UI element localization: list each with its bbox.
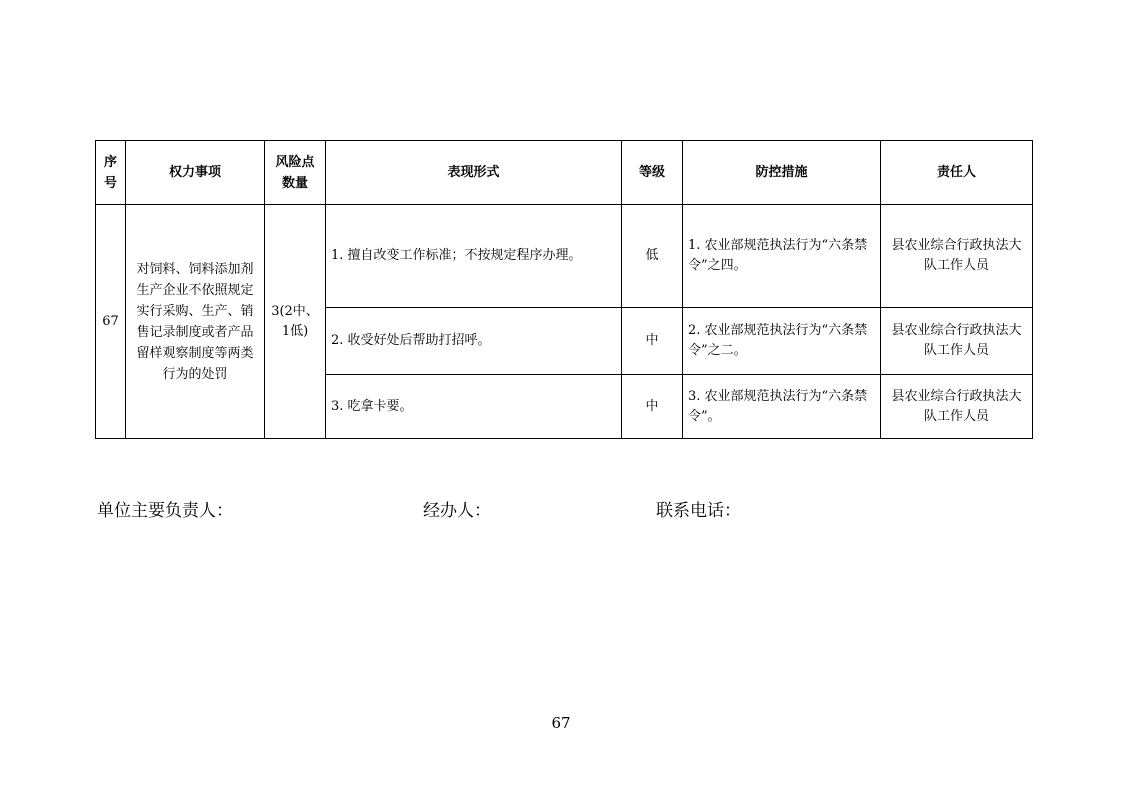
page-number: 67 bbox=[551, 714, 571, 732]
cell-owner: 县农业综合行政执法大队工作人员 bbox=[881, 375, 1033, 439]
cell-form: 1. 擅自改变工作标准；不按规定程序办理。 bbox=[326, 205, 622, 308]
table-header-row bbox=[96, 141, 1033, 205]
header-measure: 防控措施 bbox=[683, 141, 881, 205]
table-row bbox=[96, 205, 1033, 308]
handler-label: 经办人： bbox=[423, 501, 491, 521]
cell-measure: 3. 农业部规范执法行为“六条禁令”。 bbox=[683, 375, 881, 439]
header-owner: 责任人 bbox=[881, 141, 1033, 205]
cell-seq: 67 bbox=[96, 205, 126, 439]
cell-level: 中 bbox=[622, 375, 683, 439]
risk-table bbox=[95, 140, 1033, 439]
header-level: 等级 bbox=[622, 141, 683, 205]
cell-owner: 县农业综合行政执法大队工作人员 bbox=[881, 205, 1033, 308]
cell-measure: 1. 农业部规范执法行为“六条禁令”之四。 bbox=[683, 205, 881, 308]
header-risk-count: 风险点 数量 bbox=[265, 141, 326, 205]
cell-power-item: 对饲料、饲料添加剂生产企业不依照规定实行采购、生产、销售记录制度或者产品留样观察制度等两类行为的处罚 bbox=[126, 205, 265, 439]
header-form: 表现形式 bbox=[326, 141, 622, 205]
cell-form: 2. 收受好处后帮助打招呼。 bbox=[326, 308, 622, 375]
cell-measure: 2. 农业部规范执法行为“六条禁令”之二。 bbox=[683, 308, 881, 375]
cell-level: 中 bbox=[622, 308, 683, 375]
cell-form: 3. 吃拿卡要。 bbox=[326, 375, 622, 439]
cell-risk-count: 3(2中、1低) bbox=[265, 205, 326, 439]
cell-level: 低 bbox=[622, 205, 683, 308]
cell-owner: 县农业综合行政执法大队工作人员 bbox=[881, 308, 1033, 375]
unit-head-label: 单位主要负责人： bbox=[97, 501, 233, 521]
phone-label: 联系电话： bbox=[656, 501, 741, 521]
header-seq: 序 号 bbox=[96, 141, 126, 205]
header-power-item: 权力事项 bbox=[126, 141, 265, 205]
